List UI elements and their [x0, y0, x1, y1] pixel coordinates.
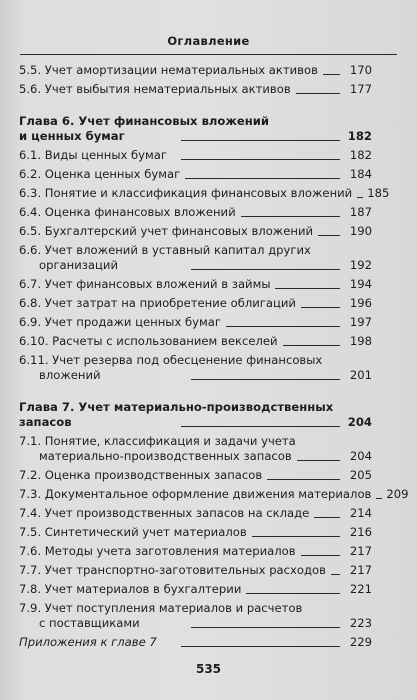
- leader-line: [314, 517, 340, 518]
- toc-entry-page: 204: [349, 449, 372, 463]
- toc-entry-6-4: [19, 205, 372, 220]
- toc-entry-title: 6.9. Учет продажи ценных бумаг: [19, 315, 221, 329]
- toc-entry-title: 6.8. Учет затрат на приобретение облигаций: [19, 296, 296, 310]
- toc-entry-6-9: [19, 315, 372, 330]
- toc-entry-page: 190: [349, 224, 372, 238]
- leader-line: [252, 536, 340, 537]
- leader-line: [226, 326, 340, 327]
- toc-entry-page: 204: [347, 415, 372, 429]
- leader-line: [331, 574, 340, 575]
- toc-entry-title: 6.6. Учет вложений в уставный капитал других: [19, 243, 311, 257]
- toc-entry-7-9: [19, 601, 372, 631]
- toc-entry-page: 201: [349, 368, 372, 382]
- toc-entry-title: 6.1. Виды ценных бумаг: [19, 148, 167, 162]
- toc-entry-page: 217: [349, 544, 372, 558]
- leader-line: [301, 555, 340, 556]
- toc-entry-7-7: [19, 563, 372, 578]
- toc-entry-page: 216: [349, 525, 372, 539]
- toc-entry-title: 6.5. Бухгалтерский учет финансовых вложений: [19, 224, 314, 238]
- toc-entry-title: 6.7. Учет финансовых вложений в займы: [19, 277, 271, 291]
- toc-entry-6-7: [19, 277, 372, 292]
- toc-entry-title: 7.3. Документальное оформление движения материалов: [19, 487, 372, 501]
- toc-entry-7-6: [19, 544, 372, 559]
- toc-entry-appendix-7: [19, 635, 372, 650]
- table-of-contents: [19, 63, 409, 654]
- toc-entry-page: 198: [349, 334, 372, 348]
- leader-line: [181, 646, 340, 647]
- toc-chapter-title-line: запасов: [19, 415, 72, 429]
- toc-entry-page: 184: [349, 167, 372, 181]
- leader-line: [296, 93, 340, 94]
- toc-entry-page: 197: [349, 315, 372, 329]
- toc-entry-6-5: [19, 224, 372, 239]
- leader-line: [357, 197, 363, 198]
- toc-entry-title: 5.5. Учет амортизации нематериальных активов: [19, 63, 318, 77]
- toc-entry-title: 6.2. Оценка ценных бумаг: [19, 167, 181, 181]
- toc-entry-5-5: [19, 63, 372, 78]
- leader-line: [376, 498, 382, 499]
- toc-entry-7-8: [19, 582, 372, 597]
- toc-entry-title-cont: вложений: [39, 368, 101, 382]
- toc-entry-title: 6.11. Учет резерва под обесценение финансовых: [19, 353, 323, 367]
- toc-entry-title: 6.10. Расчеты с использованием векселей: [19, 334, 278, 348]
- toc-entry-title: 7.2. Оценка производственных запасов: [19, 468, 263, 482]
- leader-line: [323, 74, 340, 75]
- toc-entry-title: Приложения к главе 7: [19, 635, 157, 649]
- toc-entry-page: 223: [349, 616, 372, 630]
- toc-entry-page: 192: [349, 258, 372, 272]
- toc-entry-7-5: [19, 525, 372, 540]
- toc-entry-7-3: [19, 487, 409, 502]
- toc-entry-title: 6.3. Понятие и классификация финансовых вложений: [19, 186, 353, 200]
- toc-entry-title-cont: материально-производственных запасов: [39, 449, 292, 463]
- toc-chapter-6: [19, 114, 372, 144]
- toc-entry-6-1: [19, 148, 372, 163]
- toc-entry-page: 205: [349, 468, 372, 482]
- toc-entry-page: 214: [349, 506, 372, 520]
- leader-line: [191, 627, 340, 628]
- page-number: 535: [195, 662, 222, 676]
- toc-entry-page: 170: [349, 63, 372, 77]
- toc-entry-6-11: [19, 353, 372, 383]
- toc-entry-7-1: [19, 434, 372, 464]
- toc-entry-page: 196: [349, 296, 372, 310]
- toc-entry-title-cont: организаций: [39, 258, 118, 272]
- toc-entry-title: 7.1. Понятие, классификация и задачи учета: [19, 434, 296, 448]
- toc-entry-7-4: [19, 506, 372, 521]
- toc-chapter-title-line: Глава 7. Учет материально-производственных: [19, 400, 334, 414]
- leader-line: [297, 460, 340, 461]
- toc-entry-page: 217: [349, 563, 372, 577]
- toc-chapter-title-line: Глава 6. Учет финансовых вложений: [19, 114, 270, 128]
- leader-line: [181, 426, 340, 427]
- toc-entry-title: 7.6. Методы учета заготовления материалов: [19, 544, 296, 558]
- toc-entry-title: 7.7. Учет транспортно-заготовительных расходов: [19, 563, 326, 577]
- toc-entry-title: 7.5. Синтетический учет материалов: [19, 525, 247, 539]
- toc-entry-title: 7.8. Учет материалов в бухгалтерии: [19, 582, 242, 596]
- leader-line: [191, 269, 340, 270]
- toc-entry-page: 194: [349, 277, 372, 291]
- leader-line: [185, 178, 340, 179]
- leader-line: [241, 216, 340, 217]
- leader-line: [181, 159, 340, 160]
- toc-entry-6-3: [19, 186, 390, 201]
- toc-entry-6-10: [19, 334, 372, 349]
- toc-chapter-title-line: и ценных бумаг: [19, 129, 125, 143]
- toc-entry-6-6: [19, 243, 372, 273]
- leader-line: [283, 345, 340, 346]
- toc-entry-title: 6.4. Оценка финансовых вложений: [19, 205, 236, 219]
- leader-line: [181, 140, 340, 141]
- toc-entry-page: 185: [367, 186, 390, 200]
- toc-entry-page: 182: [349, 148, 372, 162]
- header-rule: [20, 54, 397, 55]
- leader-line: [267, 479, 340, 480]
- toc-entry-title: 5.6. Учет выбытия нематериальных активов: [19, 82, 291, 96]
- toc-chapter-7: [19, 400, 372, 430]
- leader-line: [191, 379, 340, 380]
- leader-line: [318, 235, 340, 236]
- running-header: Оглавление: [167, 34, 250, 48]
- toc-entry-7-2: [19, 468, 372, 483]
- toc-entry-6-8: [19, 296, 372, 311]
- toc-entry-title: 7.4. Учет производственных запасов на складе: [19, 506, 310, 520]
- toc-entry-6-2: [19, 167, 372, 182]
- toc-entry-page: 177: [349, 82, 372, 96]
- leader-line: [246, 593, 340, 594]
- toc-entry-page: 187: [349, 205, 372, 219]
- toc-entry-page: 209: [386, 487, 409, 501]
- leader-line: [275, 288, 340, 289]
- toc-entry-5-6: [19, 82, 372, 97]
- toc-entry-title: 7.9. Учет поступления материалов и расчетов: [19, 601, 303, 615]
- toc-entry-page: 182: [347, 129, 372, 143]
- toc-entry-page: 229: [349, 635, 372, 649]
- leader-line: [301, 307, 340, 308]
- toc-entry-page: 221: [349, 582, 372, 596]
- toc-entry-title-cont: с поставщиками: [39, 616, 140, 630]
